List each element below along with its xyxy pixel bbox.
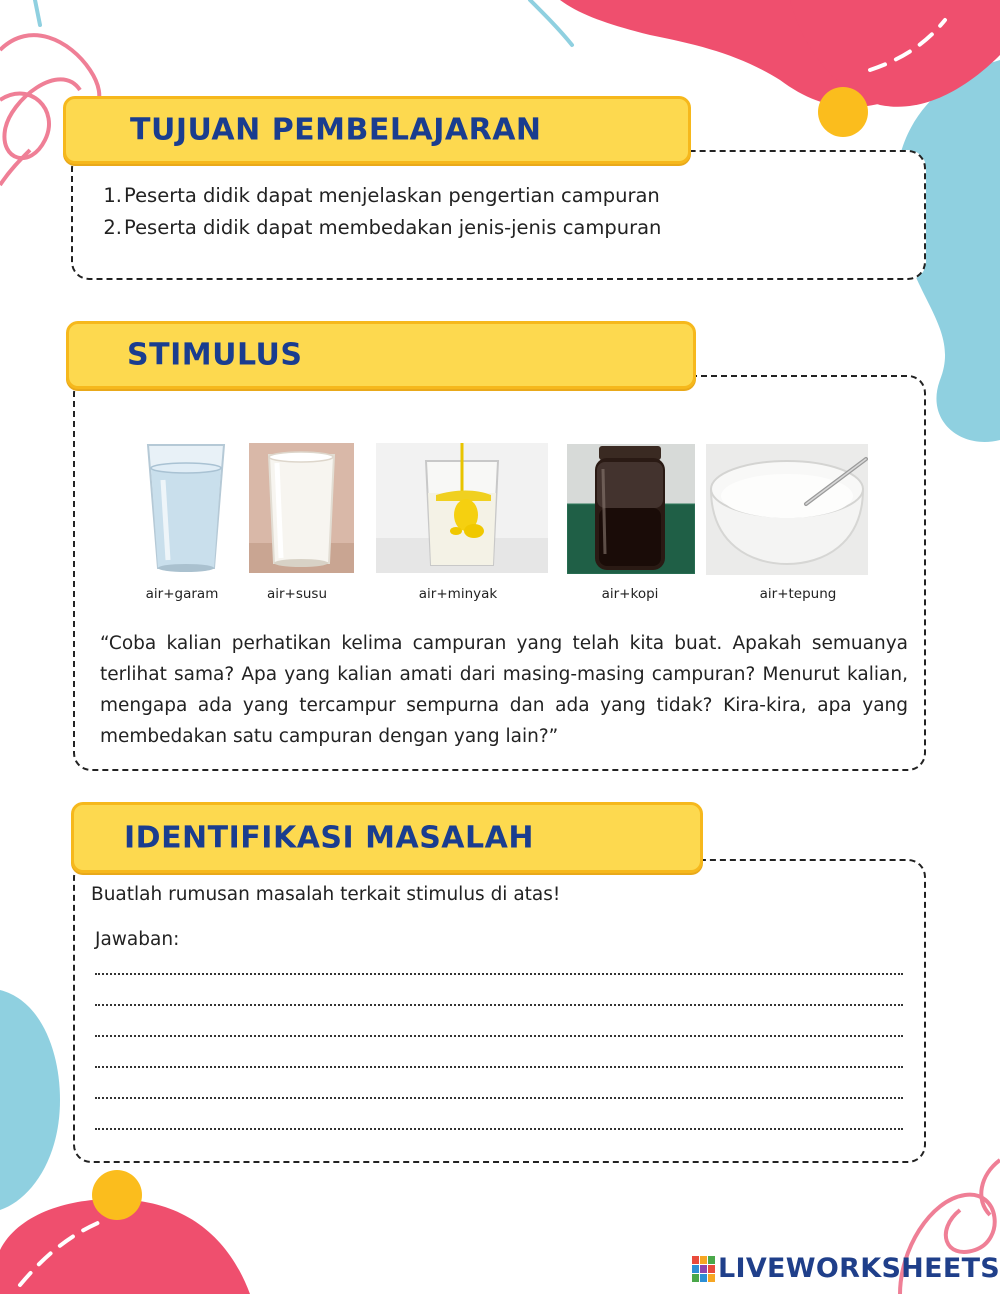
brand-name: LIVEWORKSHEETS bbox=[718, 1253, 1000, 1284]
answer-line[interactable] bbox=[95, 1035, 903, 1037]
yellow-dot-top bbox=[818, 87, 868, 137]
answer-line[interactable] bbox=[95, 1004, 903, 1006]
liveworksheets-logo-icon bbox=[692, 1256, 716, 1282]
image-caption: air+tepung bbox=[759, 586, 837, 602]
problem-banner bbox=[71, 802, 703, 873]
glass-of-oil-water-photo bbox=[376, 443, 548, 573]
image-caption: air+kopi bbox=[601, 586, 659, 602]
problem-prompt: Buatlah rumusan masalah terkait stimulus di atas! bbox=[91, 884, 561, 905]
answer-line[interactable] bbox=[95, 973, 903, 975]
image-caption: air+susu bbox=[266, 586, 328, 602]
jar-of-coffee-photo bbox=[567, 444, 695, 574]
answer-line[interactable] bbox=[95, 1128, 903, 1130]
liveworksheets-brand[interactable] bbox=[692, 1253, 1000, 1284]
answer-line[interactable] bbox=[95, 1097, 903, 1099]
image-caption: air+minyak bbox=[418, 586, 498, 602]
stimulus-banner bbox=[66, 321, 696, 389]
objective-item: 1. Peserta didik dapat menjelaskan pengertian campuran bbox=[103, 184, 660, 207]
answer-label: Jawaban: bbox=[95, 929, 180, 950]
blue-blob-bottom-left bbox=[0, 990, 60, 1210]
yellow-dot-bottom bbox=[92, 1170, 142, 1220]
objectives-title: TUJUAN PEMBELAJARAN bbox=[130, 112, 542, 148]
answer-line[interactable] bbox=[95, 1066, 903, 1068]
glass-of-milk-photo bbox=[249, 443, 354, 573]
stimulus-paragraph: “Coba kalian perhatikan kelima campuran yang telah kita buat. Apakah semuanya terlihat sama? Apa yang kalian amati dari masing-masing campuran? Menurut kalian, mengapa ada yang tercampur sempurna dan ada yang tidak? Kira-kira, apa yang membedakan satu campuran dengan yang lain?” bbox=[100, 633, 908, 747]
image-caption: air+garam bbox=[145, 586, 219, 602]
problem-title: IDENTIFIKASI MASALAH bbox=[124, 820, 534, 855]
objectives-banner bbox=[63, 96, 691, 164]
stimulus-title: STIMULUS bbox=[127, 337, 303, 373]
objective-item: 2. Peserta didik dapat membedakan jenis-jenis campuran bbox=[103, 216, 662, 239]
objectives-list bbox=[100, 180, 661, 244]
bowl-of-flour-water-photo bbox=[706, 444, 868, 575]
glass-of-water-photo bbox=[138, 440, 234, 575]
